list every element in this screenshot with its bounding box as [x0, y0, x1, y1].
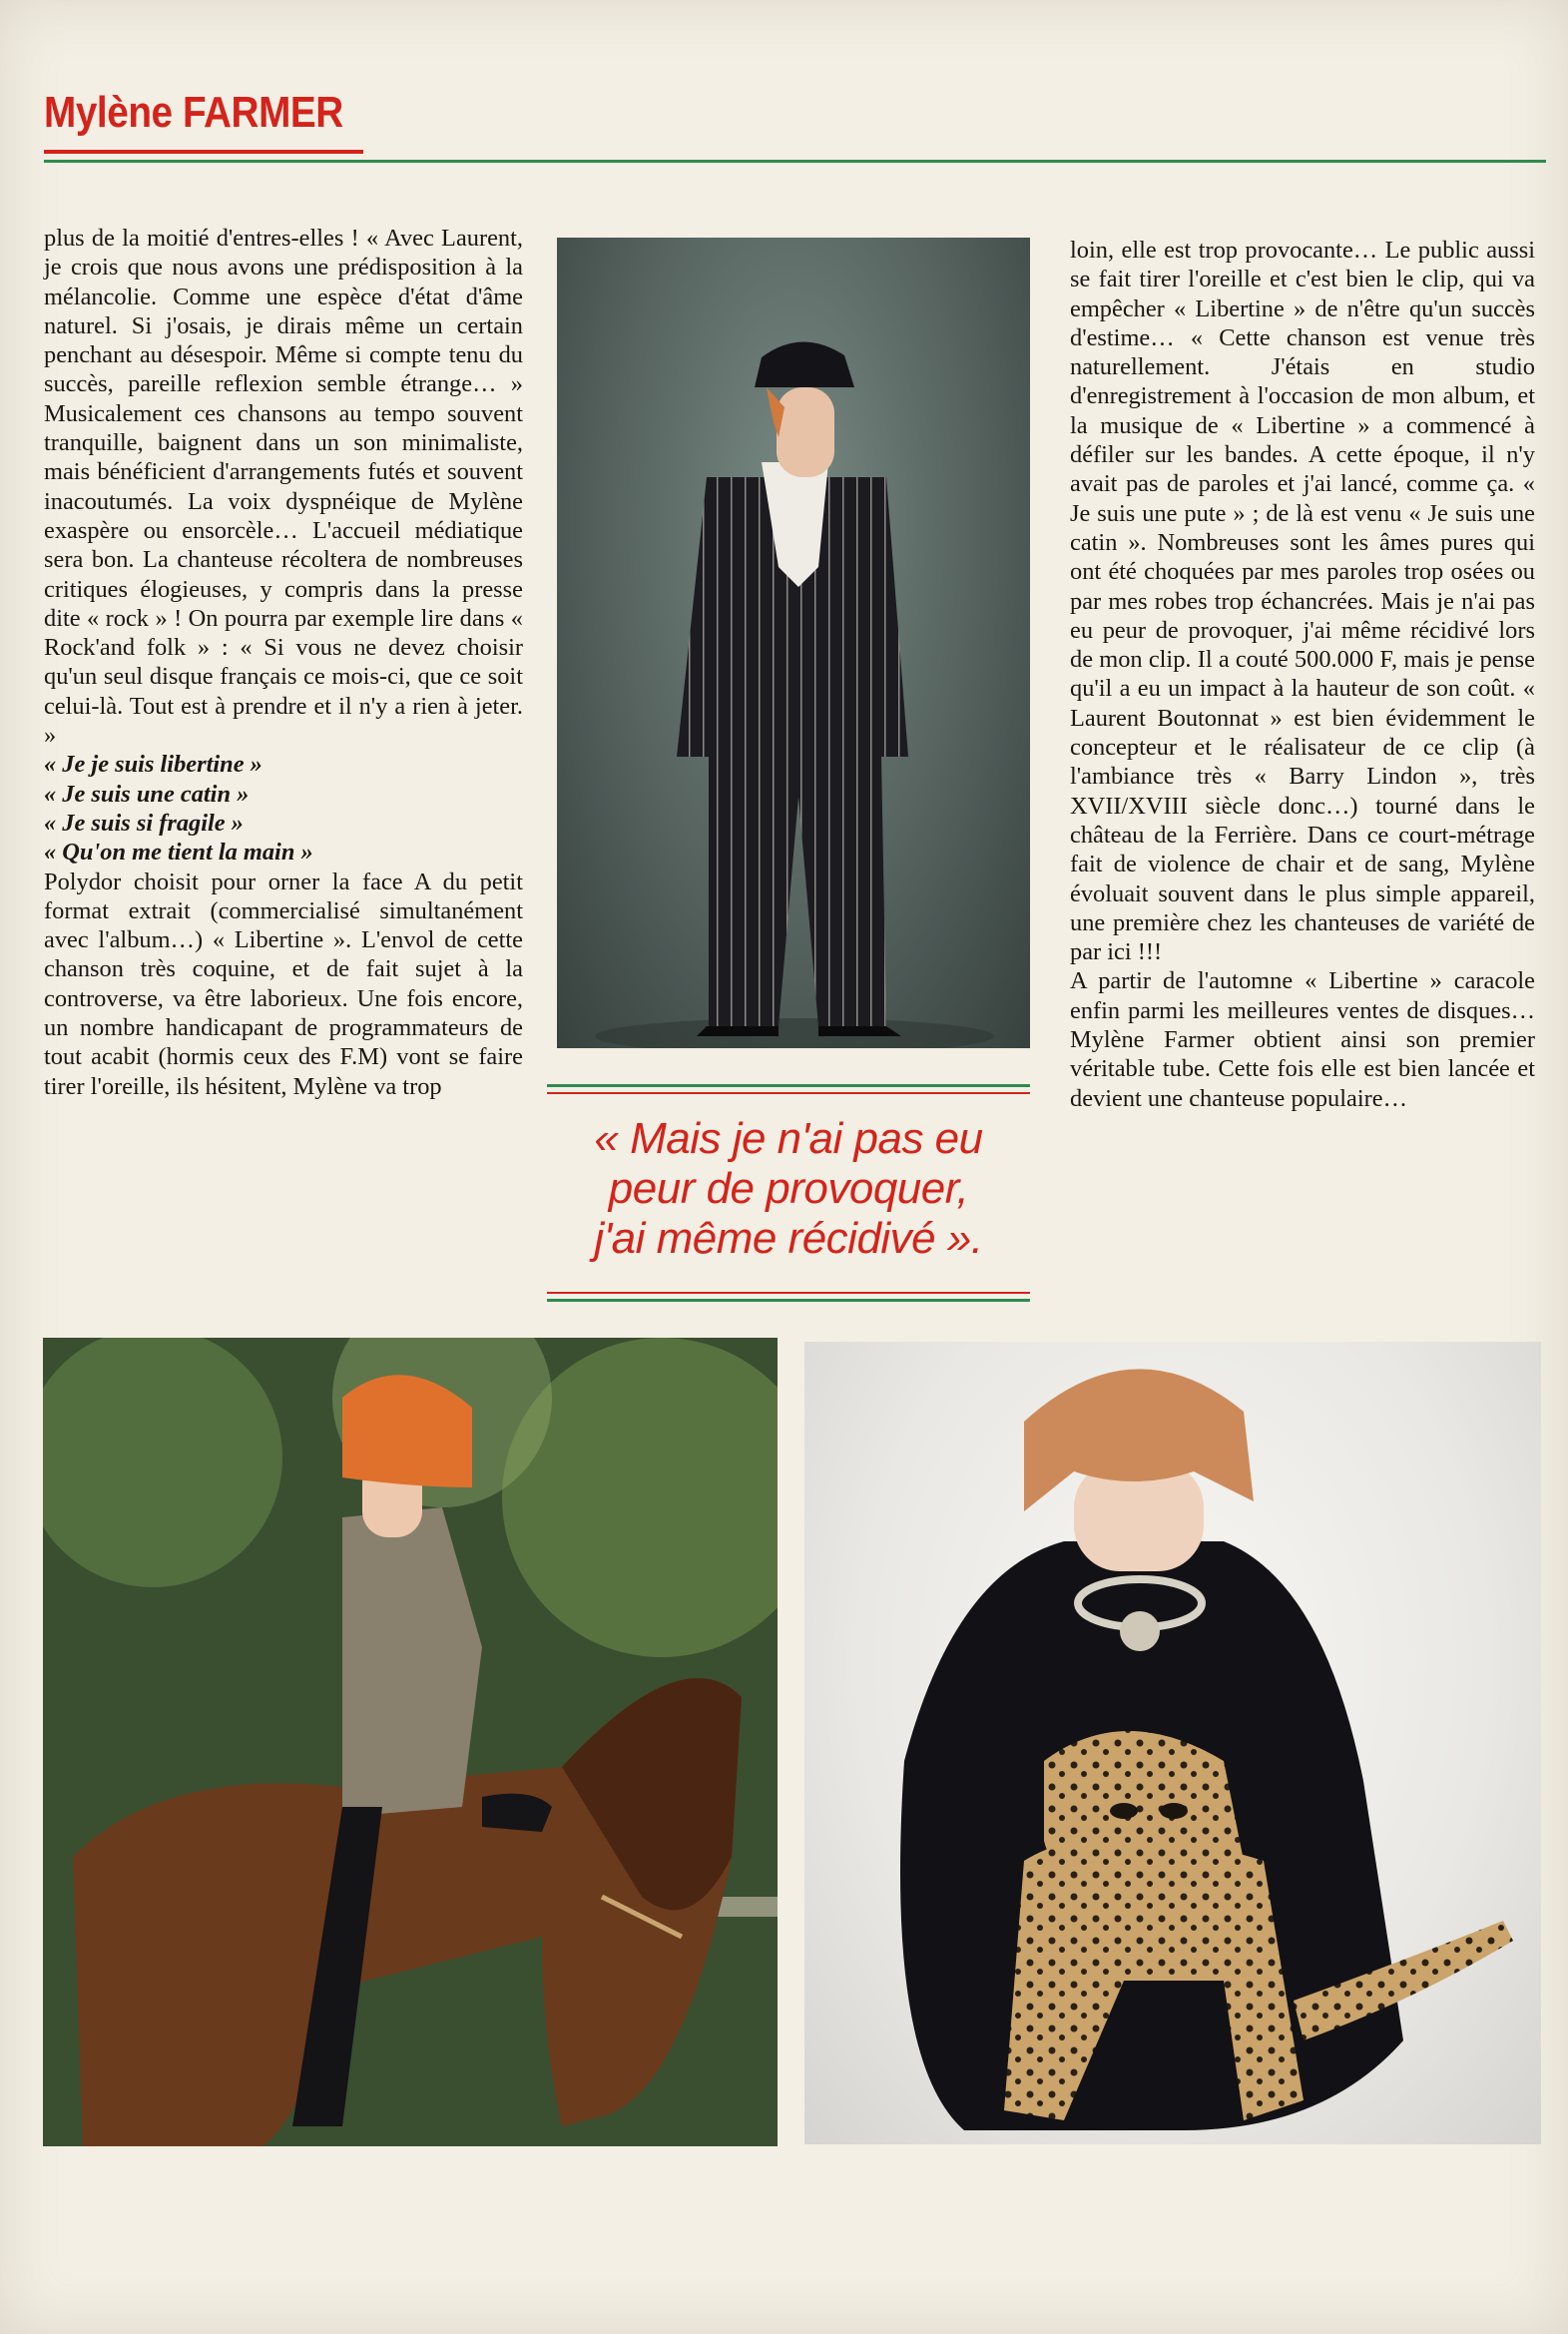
article-paragraph: Polydor choisit pour orner la face A du petit format extrait (commercialisé simultanément avec l'album…) « Libertine ». L'envol de cette chanson très coquine, et de fait sujet à la controverse, va être laborieux. Une fois encore, un nombre handicapant de programmateurs de tout acabit (hormis ceux des F.M) vont se faire tirer l'oreille, ils hésitent, Mylène va trop: [44, 868, 523, 1100]
lyric-line: « Qu'on me tient la main »: [44, 839, 313, 867]
lyric-line: « Je suis si fragile »: [44, 809, 244, 837]
pull-quote-text: [547, 1114, 1030, 1264]
quote-rule-bottom-red: [547, 1292, 1030, 1294]
header-rule: [44, 160, 1546, 163]
article-paragraph: plus de la moitié d'entres-elles ! « Avec Laurent, je crois que nous avons une prédisposition à la mélancolie. Comme une espèce d'état d'âme naturel. Si j'osais, je dirais même un certain penchant au désespoir. Même si compte tenu du succès, pareille reflexion semble étrange… » Musicalement ces chansons au tempo souvent tranquille, baignent dans un son minimaliste, mais bénéficient d'arrangements futés et souvent inacoutumés. La voix dyspnéique de Mylène exaspère ou ensorcèle… L'accueil médiatique sera bon. La chanteuse récoltera de nombreuses critiques élogieuses, y compris dans la presse dite « rock » ! On pourra par exemple lire dans « Rock'and folk » : « Si vous ne devez choisir qu'un seul disque français ce mois-ci, que ce soit celui-là. Tout est à prendre et il n'y a rien à jeter. »: [44, 225, 523, 750]
photo-pinstripe-suit: [557, 238, 1030, 1048]
article-column-right: [1070, 236, 1535, 1113]
quote-rule-top-red: [547, 1092, 1030, 1094]
pull-quote: [547, 1084, 1030, 1302]
photo-leopard: [804, 1342, 1541, 2144]
article-paragraph: A partir de l'automne « Libertine » caracole enfin parmi les meilleures ventes de disques… Mylène Farmer obtient ainsi son premier véritable tube. Cette fois elle est bien lancée et devient une chanteuse populaire…: [1070, 967, 1535, 1112]
pull-quote-line: peur de provoquer,: [608, 1164, 969, 1213]
quote-rule-bottom-green: [547, 1299, 1030, 1302]
page-title: Mylène FARMER: [44, 88, 343, 137]
lyrics-block: [44, 750, 523, 867]
lyric-line: « Je je suis libertine »: [44, 751, 262, 779]
pull-quote-line: « Mais je n'ai pas eu: [594, 1114, 983, 1163]
quote-rule-top-green: [547, 1084, 1030, 1087]
pull-quote-line: j'ai même récidivé ».: [594, 1214, 983, 1263]
lyric-line: « Je suis une catin »: [44, 780, 250, 808]
photo-horse-rider: [43, 1338, 778, 2146]
article-paragraph: loin, elle est trop provocante… Le public aussi se fait tirer l'oreille et c'est bien le clip, qui va empêcher « Libertine » de n'être qu'un succès d'estime… « Cette chanson est venue très naturellement. J'étais en studio d'enregistrement à l'occasion de mon album, et la musique de « Libertine » a commencé à défiler sur les bandes. A cette époque, il n'y avait pas de paroles et j'ai lancé, comme ça. « Je suis une pute » ; de là est venu « Je suis une catin ». Nombreuses sont les âmes pures qui ont été choquées par mes paroles trop osées ou par mes robes trop échancrées. Mais je n'ai pas eu peur de provoquer, j'ai même récidivé lors de mon clip. Il a couté 500.000 F, mais je pense qu'il a eu un impact à la hauteur de son coût. « Laurent Boutonnat » est bien évidemment le concepteur et le réalisateur de ce clip (à l'ambiance très « Barry Lindon », très XVII/XVIII siècle donc…) tourné dans le château de la Ferrière. Dans ce court-métrage fait de violence de chair et de sang, Mylène évoluait souvent dans le plus simple appareil, une première chez les chanteuses de variété de par ici !!!: [1070, 237, 1535, 966]
header-rule-red: [44, 150, 363, 154]
article-column-left: [44, 224, 523, 1101]
